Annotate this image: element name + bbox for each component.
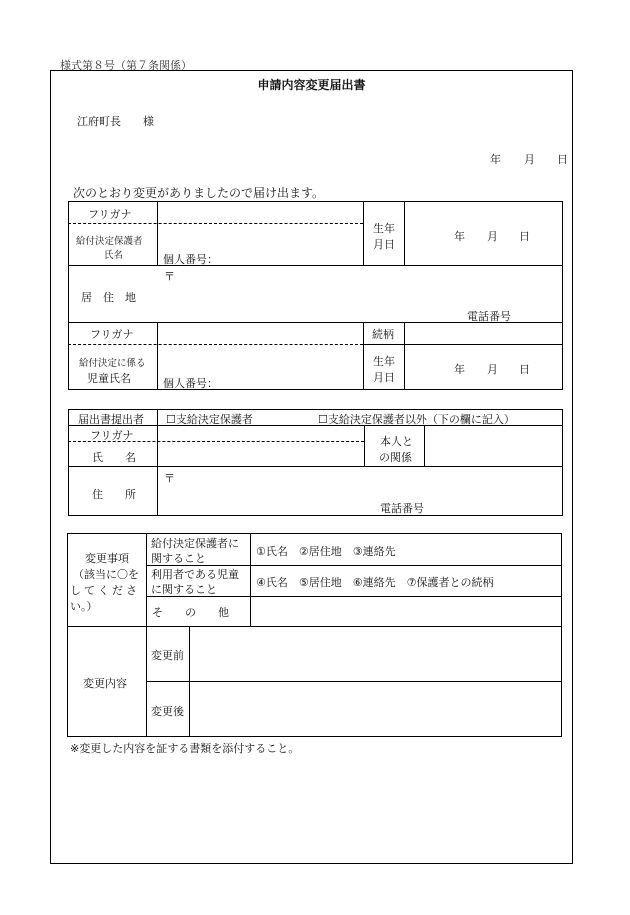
guardian-birth-label-2: 月日 (373, 238, 395, 251)
child-name-label-2: 児童氏名 (87, 372, 131, 385)
submitter-furigana-label: フリガナ (90, 429, 134, 442)
user-category-label-1: 利用者である児童 (151, 568, 239, 581)
relation-label-2: の関係 (379, 451, 412, 464)
before-label: 変更前 (151, 649, 184, 662)
submitter-name-label: 氏 名 (92, 451, 136, 464)
guardian-category-label-1: 給付決定保護者に (151, 537, 239, 550)
user-change-options: ④氏名 ⑤居住地 ⑥連絡先 ⑦保護者との続柄 (256, 576, 494, 589)
change-content-label: 変更内容 (83, 677, 127, 690)
guardian-change-options: ①氏名 ②居住地 ③連絡先 (256, 545, 396, 558)
child-birth-year: 年 (454, 363, 465, 376)
date-year: 年 (490, 153, 501, 166)
child-birth-label-1: 生年 (373, 355, 395, 368)
child-personal-number-label: 個人番号： (163, 377, 218, 390)
option-guardian-checkbox[interactable]: ☐支給決定保護者 (166, 413, 253, 426)
guardian-personal-number-label: 個人番号： (163, 253, 218, 266)
guardian-birth-day: 日 (519, 230, 530, 243)
user-category-label-2: に関すること (151, 583, 217, 596)
submitter-address-label: 住 所 (92, 488, 136, 501)
other-label: そ の 他 (152, 606, 229, 619)
change-item-label-4: い。） (70, 600, 98, 613)
change-item-label-1: 変更事項 (85, 552, 129, 565)
guardian-birth-label-1: 生年 (373, 222, 395, 235)
after-label: 変更後 (151, 705, 184, 718)
relationship-label: 続柄 (372, 328, 394, 341)
date-day: 日 (557, 153, 568, 166)
guardian-furigana-label: フリガナ (88, 208, 132, 221)
option-other-checkbox[interactable]: ☐支給決定保護者以外（下の欄に記入） (318, 413, 515, 426)
change-item-label-3: してくださ (70, 584, 140, 597)
address-postal-mark: 〒 (164, 270, 175, 283)
form-title: 申請内容変更届出書 (257, 78, 366, 92)
address-label: 居 住 地 (81, 291, 136, 304)
child-birth-month: 月 (487, 363, 498, 376)
guardian-birth-year: 年 (454, 230, 465, 243)
submitter-phone-label: 電話番号 (380, 502, 424, 515)
relation-label-1: 本人と (380, 435, 413, 448)
intro-text: 次のとおり変更がありましたので届け出ます。 (73, 186, 325, 200)
form-number: 様式第８号（第７条関係） (60, 59, 192, 72)
child-birth-label-2: 月日 (373, 371, 395, 384)
guardian-name-label-2: 氏名 (104, 250, 124, 261)
submitter-label: 届出書提出者 (78, 413, 144, 426)
guardian-birth-month: 月 (487, 230, 498, 243)
addressee: 江府町長 様 (77, 115, 154, 128)
child-name-label-1: 給付決定に係る (79, 358, 146, 369)
child-furigana-label: フリガナ (90, 328, 134, 341)
date-month: 月 (524, 153, 535, 166)
guardian-name-label-1: 給付決定保護者 (76, 236, 143, 247)
address-phone-label: 電話番号 (467, 310, 511, 323)
submitter-postal-mark: 〒 (164, 472, 175, 485)
change-item-label-2: （該当に〇を (73, 568, 139, 581)
attachment-note: ※変更した内容を証する書類を添付すること。 (70, 742, 300, 755)
guardian-category-label-2: 関すること (151, 552, 206, 565)
child-birth-day: 日 (519, 363, 530, 376)
